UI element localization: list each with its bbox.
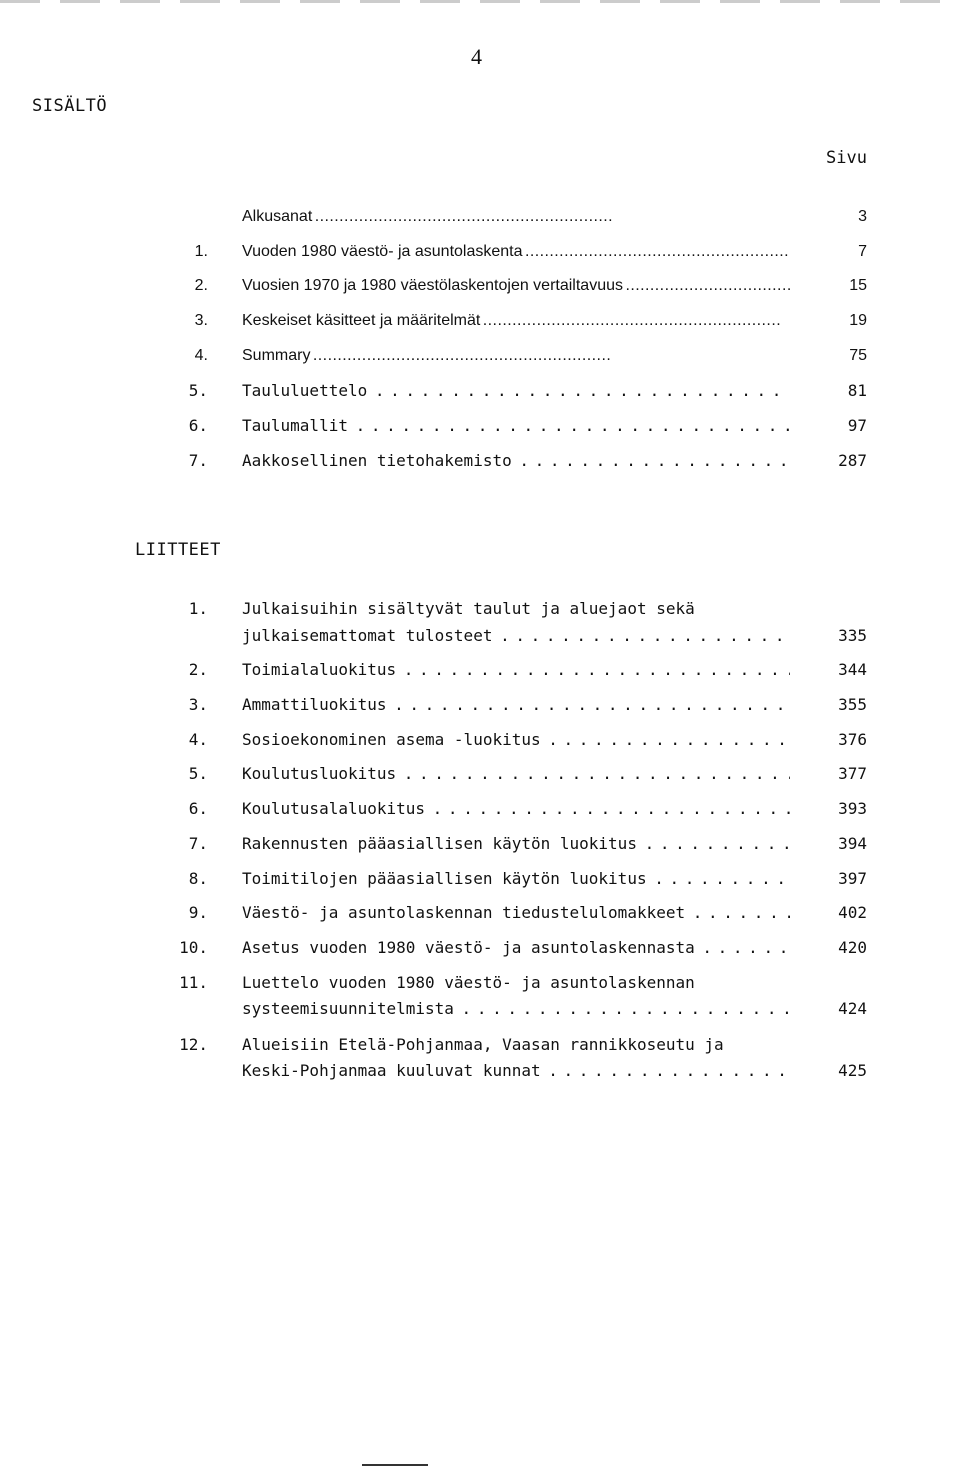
entry-title: Vuoden 1980 väestö- ja asuntolaskenta . . . [242, 243, 802, 261]
entry-number: 5. [188, 381, 208, 400]
entry-title-line1: Julkaisuihin sisältyvät taulut ja aluejaot sekä [242, 599, 695, 618]
toc-entry [0, 277, 960, 303]
entry-page: 376 [838, 730, 867, 749]
appendix-entry [0, 903, 960, 929]
entry-title: Aakkosellinen tietohakemisto . . . [242, 451, 802, 470]
entry-number: 2. [194, 277, 208, 294]
entry-number: 4. [188, 730, 208, 749]
toc-entry [0, 381, 960, 407]
entry-title: Rakennusten pääasiallisen käytön luokitus . . . [242, 834, 802, 853]
footer-rule [362, 1464, 428, 1466]
entry-number: 4. [194, 347, 208, 364]
entry-title: Taululuettelo . . . [242, 381, 802, 400]
entry-number: 6. [188, 799, 208, 818]
appendix-entry [0, 999, 960, 1025]
entry-number: 9. [188, 903, 208, 922]
entry-number: 7. [188, 451, 208, 470]
appendix-entry [0, 1061, 960, 1087]
entry-number: 2. [188, 660, 208, 679]
appendix-entry [0, 626, 960, 652]
entry-title: Toimitilojen pääasiallisen käytön luokitus . . . [242, 869, 802, 888]
entry-page: 344 [838, 660, 867, 679]
entry-page: 97 [847, 416, 867, 435]
entry-page: 393 [838, 799, 867, 818]
entry-number: 7. [188, 834, 208, 853]
entry-title: Alkusanat . . . [242, 208, 802, 226]
entry-page: 3 [858, 208, 867, 225]
entry-title: Sosioekonominen asema -luokitus . . . [242, 730, 802, 749]
entry-title: systeemisuunnitelmista . . . [242, 999, 802, 1018]
contents-heading: SISÄLTÖ [32, 96, 108, 116]
entry-title-line1: Luettelo vuoden 1980 väestö- ja asuntolaskennan [242, 973, 695, 992]
entry-title: Vuosien 1970 ja 1980 väestölaskentojen vertailtavuus . . . [242, 277, 802, 295]
page-column-header: Sivu [826, 148, 867, 168]
toc-entry [0, 416, 960, 442]
entry-number: 1. [188, 599, 208, 618]
entry-page: 287 [838, 451, 867, 470]
page-number: 4 [471, 44, 482, 69]
entry-number: 5. [188, 764, 208, 783]
scan-top-edge [0, 0, 960, 3]
appendix-entry [0, 730, 960, 756]
entry-page: 7 [858, 243, 867, 260]
entry-page: 75 [849, 347, 867, 364]
entry-title: Koulutusalaluokitus . . . [242, 799, 802, 818]
appendix-entry [0, 764, 960, 790]
entry-title: Keski-Pohjanmaa kuuluvat kunnat . . . [242, 1061, 802, 1080]
entry-title: Ammattiluokitus . . . [242, 695, 802, 714]
entry-page: 424 [838, 999, 867, 1018]
entry-page: 15 [849, 277, 867, 294]
entry-page: 394 [838, 834, 867, 853]
entry-title: Koulutusluokitus . . . [242, 764, 802, 783]
entry-number: 1. [194, 243, 208, 260]
entry-number: 6. [188, 416, 208, 435]
toc-entry [0, 243, 960, 269]
entry-title: Keskeiset käsitteet ja määritelmät . . . [242, 312, 802, 330]
entry-title: Väestö- ja asuntolaskennan tiedustelulomakkeet . . . [242, 903, 802, 922]
entry-page: 81 [847, 381, 867, 400]
appendix-entry-line1 [0, 1035, 960, 1061]
appendix-heading: LIITTEET [135, 540, 221, 560]
entry-number: 10. [179, 938, 208, 957]
appendix-entry [0, 799, 960, 825]
entry-page: 377 [838, 764, 867, 783]
entry-title-line1: Alueisiin Etelä-Pohjanmaa, Vaasan rannikkoseutu ja [242, 1035, 724, 1054]
toc-entry [0, 347, 960, 373]
entry-page: 425 [838, 1061, 867, 1080]
entry-title: Summary . . . [242, 347, 802, 365]
entry-page: 402 [838, 903, 867, 922]
entry-title: Taulumallit . . . [242, 416, 802, 435]
entry-number: 3. [194, 312, 208, 329]
toc-entry [0, 208, 960, 234]
appendix-entry [0, 869, 960, 895]
appendix-entry-line1 [0, 973, 960, 999]
entry-number: 8. [188, 869, 208, 888]
entry-page: 355 [838, 695, 867, 714]
appendix-entry [0, 695, 960, 721]
entry-page: 19 [849, 312, 867, 329]
appendix-entry [0, 660, 960, 686]
entry-title: Toimialaluokitus . . . [242, 660, 802, 679]
entry-page: 335 [838, 626, 867, 645]
entry-page: 397 [838, 869, 867, 888]
toc-entry [0, 451, 960, 477]
entry-number: 12. [179, 1035, 208, 1054]
appendix-entry [0, 834, 960, 860]
appendix-entry [0, 938, 960, 964]
appendix-entry-line1 [0, 599, 960, 625]
entry-title: Asetus vuoden 1980 väestö- ja asuntolaskennasta . . . [242, 938, 802, 957]
entry-title: julkaisemattomat tulosteet . . . [242, 626, 802, 645]
entry-number: 11. [179, 973, 208, 992]
entry-number: 3. [188, 695, 208, 714]
toc-entry [0, 312, 960, 338]
entry-page: 420 [838, 938, 867, 957]
